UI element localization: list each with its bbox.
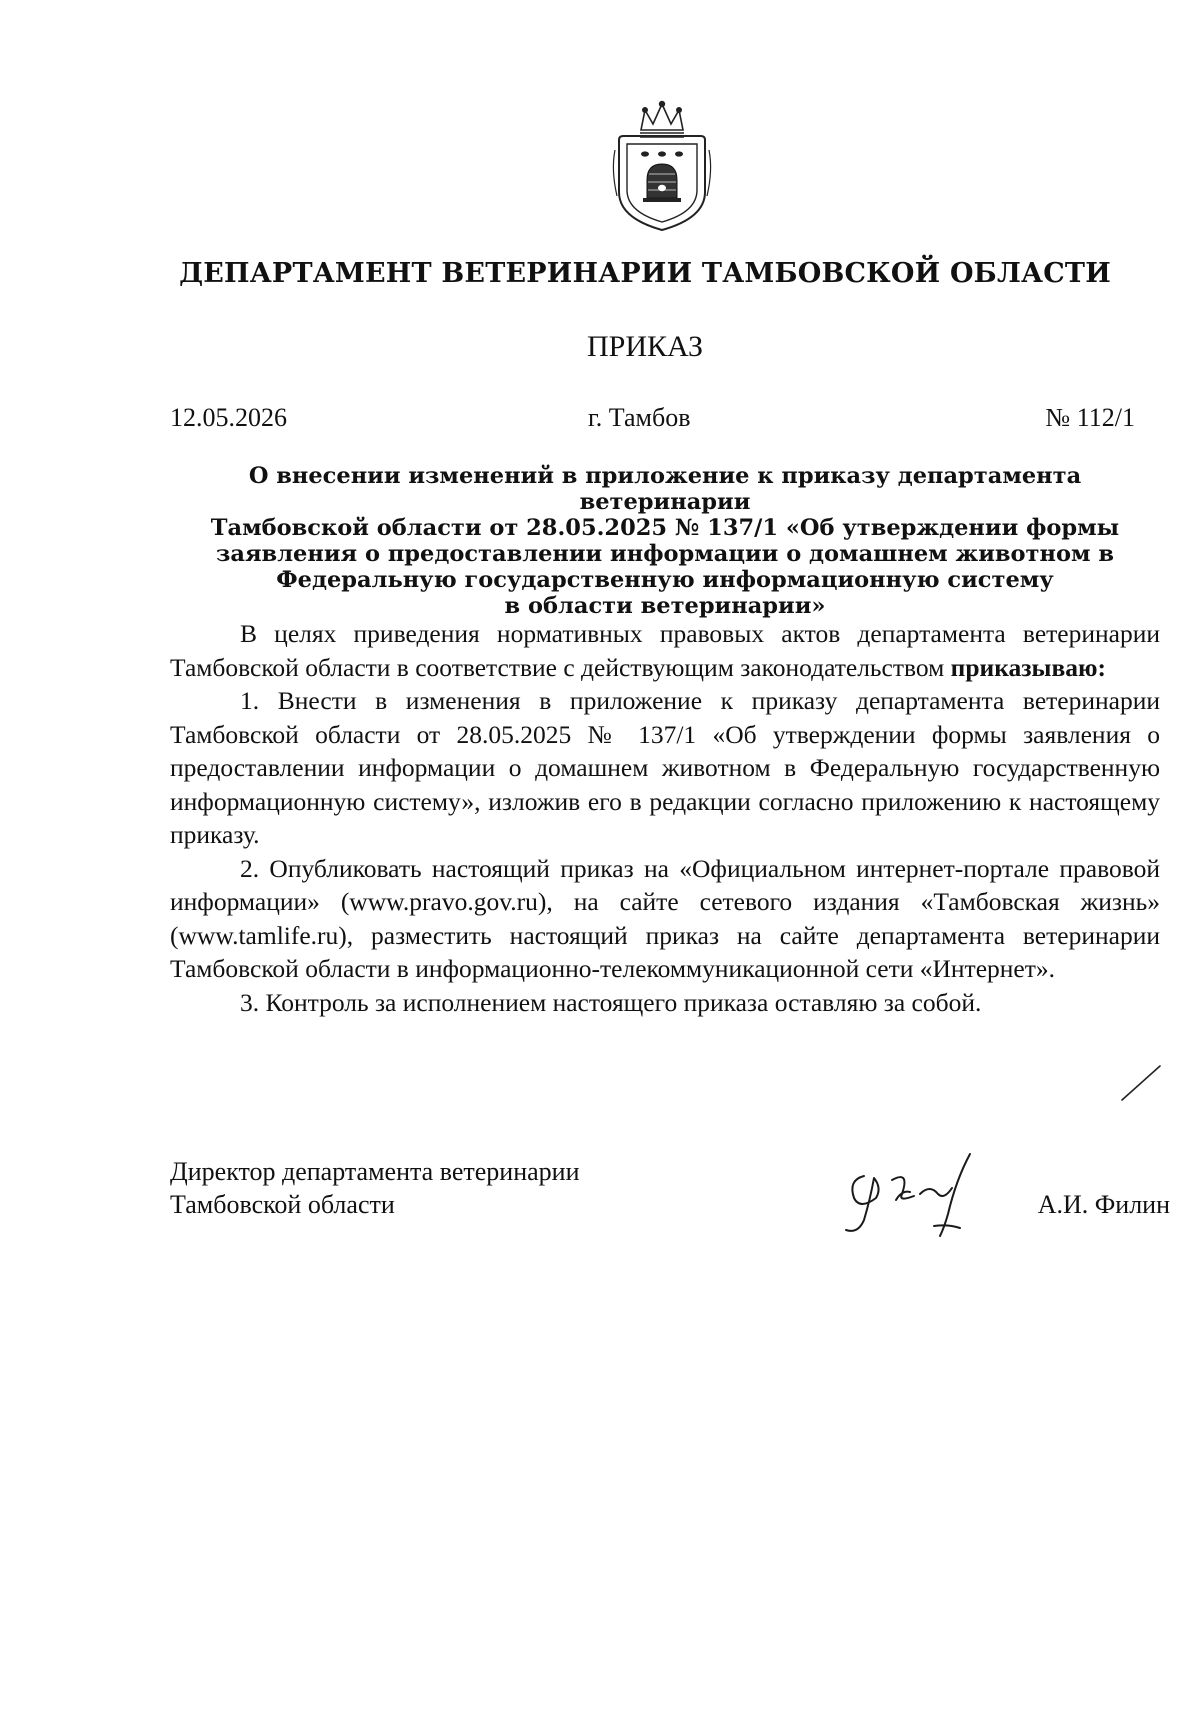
order-item-1: 1. Внести в изменения в приложение к приказу департамента ветеринарии Тамбовской области от 28.05.2025 № 137/1 «Об утверждении формы заявления о предоставлении информации о домашнем животном в Федеральную государственную информационную систему», изложив его в редакции согласно приложению к настоящему приказу. [170, 686, 1160, 849]
signatory-position [170, 1155, 580, 1221]
document-number: № 112/1 [1045, 403, 1135, 432]
subject-line: Федеральную государственную информационную систему [276, 567, 1054, 593]
preamble-text: В целях приведения нормативных правовых актов департамента ветеринарии Тамбовской области в соответствие с действующим законодательством [170, 619, 1160, 682]
order-item-3: 3. Контроль за исполнением настоящего приказа оставляю за собой. [240, 987, 982, 1017]
subject-line: Тамбовской области от 28.05.2025 № 137/1 «Об утверждении формы [210, 515, 1120, 541]
position-line: Тамбовской области [170, 1190, 395, 1219]
pen-mark-icon [1118, 1060, 1164, 1104]
order-item-2: 2. Опубликовать настоящий приказ на «Официальном интернет-портале правовой информации» (www.pravo.gov.ru), на сайте сетевого издания «Тамбовская жизнь» (www.tamlife.ru), разместить настоящий приказ на сайте департамента ветеринарии Тамбовской области в информационно-телекоммуникационной сети «Интернет». [170, 853, 1160, 983]
signatory-name: А.И. Филин [1037, 1190, 1170, 1219]
document-city: г. Тамбов [588, 403, 691, 432]
position-line: Директор департамента ветеринарии [170, 1157, 580, 1186]
preamble-emphasis: приказываю: [950, 652, 1106, 682]
document-type: ПРИКАЗ [587, 330, 703, 363]
document-meta [170, 403, 1135, 439]
coat-of-arms-icon [607, 100, 717, 235]
preamble-paragraph [170, 617, 1160, 684]
subject-line: О внесении изменений в приложение к приказу департамента ветеринарии [248, 463, 1082, 515]
handwritten-signature-icon [830, 1140, 1000, 1250]
department-title: ДЕПАРТАМЕНТ ВЕТЕРИНАРИИ ТАМБОВСКОЙ ОБЛАСТИ [179, 258, 1111, 289]
subject-line: заявления о предоставлении информации о домашнем животном в [216, 541, 1114, 567]
document-body [170, 617, 1160, 1019]
document-date: 12.05.2026 [170, 403, 287, 432]
document-subject [160, 463, 1170, 619]
subject-line: в области ветеринарии» [504, 593, 826, 619]
